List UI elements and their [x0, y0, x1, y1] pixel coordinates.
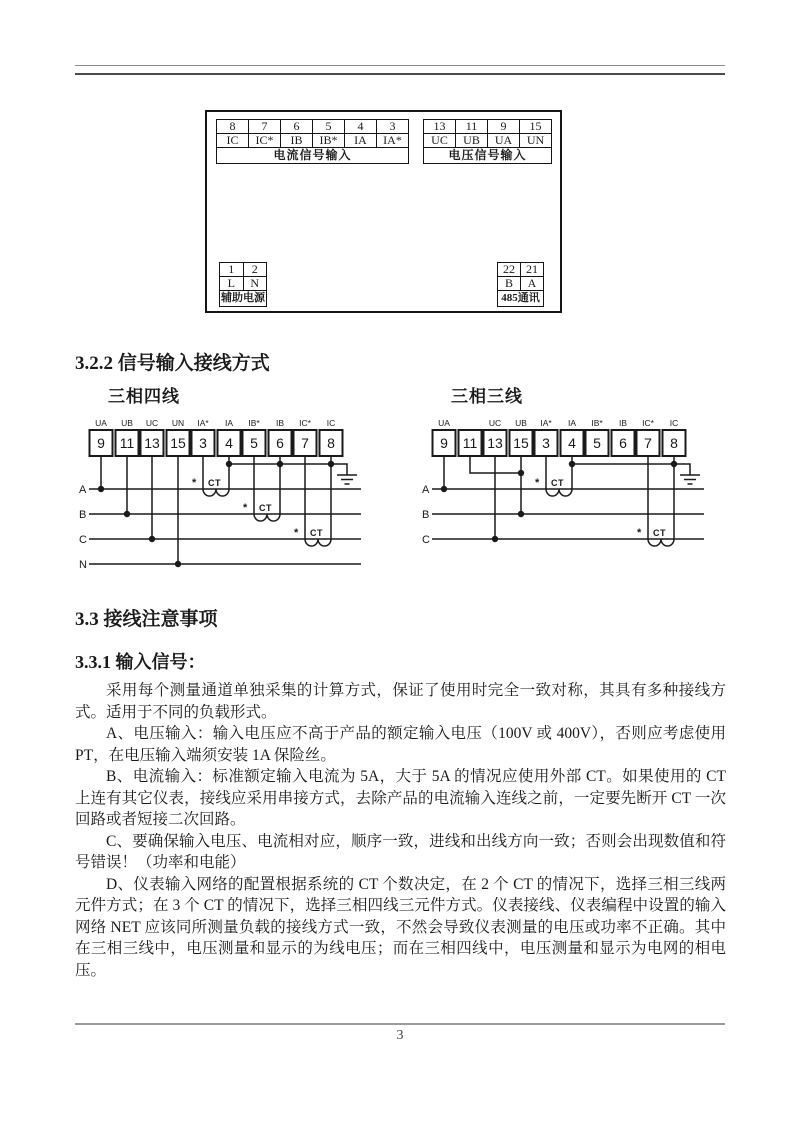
terminal-number: 1 — [220, 263, 244, 277]
section-heading-33: 3.3 接线注意事项 — [75, 609, 218, 630]
terminal-label: IA — [345, 134, 377, 148]
terminal-number: 4 — [568, 435, 576, 451]
ground-bus — [229, 464, 357, 484]
terminal-number: 2 — [243, 263, 267, 277]
diagram-title: 三相三线 — [451, 387, 523, 406]
terminal-number: 4 — [225, 435, 233, 451]
terminal-label: UA — [488, 134, 520, 148]
terminal-label: L — [220, 277, 244, 291]
ct-label: CT — [551, 478, 564, 488]
aux-power-terminal-table — [219, 262, 267, 307]
table-row — [498, 291, 544, 307]
table-caption: 电流信号输入 — [217, 148, 409, 164]
terminal-number: 3 — [199, 435, 207, 451]
ct-label: CT — [208, 478, 221, 488]
phase-lines — [89, 489, 361, 564]
terminal-label: IB* — [591, 418, 603, 428]
terminal-number: 8 — [670, 435, 678, 451]
terminal-label: UN — [520, 134, 552, 148]
terminal-number: 8 — [217, 120, 249, 134]
terminal-label: IC* — [299, 418, 311, 428]
terminal-label: UA — [438, 418, 450, 428]
terminal-number: 15 — [170, 435, 186, 451]
terminal-number: 5 — [313, 120, 345, 134]
terminal-number: 3 — [377, 120, 409, 134]
paragraph-a-voltage-input: A、电压输入：输入电压应不高于产品的额定输入电压（100V 或 400V），否则应考虑使用 PT，在电压输入端须安装 1A 保险丝。 — [75, 725, 726, 764]
terminal-label: IA* — [540, 418, 552, 428]
ct-label: CT — [259, 503, 272, 513]
terminal-label: UN — [171, 418, 185, 428]
terminal-label: IC* — [642, 418, 654, 428]
table-row — [498, 277, 544, 291]
terminal-number: 6 — [619, 435, 627, 451]
terminal-label: IC — [669, 418, 679, 428]
rs485-comm-terminal-table — [497, 262, 544, 307]
page-number: 3 — [396, 1028, 404, 1043]
terminal-label: IC* — [249, 134, 281, 148]
current-input-terminal-table — [216, 119, 409, 164]
terminal-label: UB — [456, 134, 488, 148]
phase-line-label: B — [422, 509, 430, 521]
terminal-number: 5 — [593, 435, 601, 451]
polarity-mark: * — [294, 527, 299, 539]
terminal-label: UC — [145, 418, 159, 428]
terminal-number: 7 — [301, 435, 309, 451]
terminal-label: IA — [567, 418, 577, 428]
terminal-label: IB* — [313, 134, 345, 148]
terminal-panel-figure — [205, 110, 562, 313]
terminal-label: UC — [424, 134, 456, 148]
table-row — [220, 277, 267, 291]
paragraph-d-network-config: D、仪表输入网络的配置根据系统的 CT 个数决定，在 2 个 CT 的情况下，选择三相三线两元件方式；在 3 个 CT 的情况下，选择三相四线三元件方式。仪表接线、仪表编程中设置的输入网络 NET 应该同所测量负载的接线方式一致，不然会导致仪表测量的电压或功率不正确。其中在三相三线中，电压测量和显示的为线电压；而在三相四线中，电压测量和显示为电网的相电压。 — [75, 875, 726, 979]
voltage-wires — [444, 456, 521, 539]
paragraph-c-phase-order: C、要确保输入电压、电流相对应，顺序一致，进线和出线方向一致；否则会出现数值和符号错误！（功率和电能） — [75, 832, 726, 871]
paragraph-b-current-input: B、电流输入：标准额定输入电流为 5A，大于 5A 的情况应使用外部 CT。如果使用的 CT 上连有其它仪表，接线应采用串接方式，去除产品的电流输入连线之前，一定要先断开 CT 一次回路或者短接二次回路。 — [75, 768, 726, 828]
table-row — [424, 134, 552, 148]
terminal-number: 9 — [97, 435, 105, 451]
table-row — [217, 120, 409, 134]
terminal-number: 22 — [498, 263, 521, 277]
terminal-number: 11 — [456, 120, 488, 134]
header-rule-thick — [75, 73, 725, 75]
ct-a — [546, 456, 572, 496]
three-wire-schematic — [418, 415, 720, 583]
terminal-label: IC — [217, 134, 249, 148]
terminal-number: 9 — [488, 120, 520, 134]
terminal-number: 13 — [144, 435, 160, 451]
polarity-mark: * — [535, 477, 540, 489]
diagram-title: 三相四线 — [108, 387, 180, 406]
wiring-diagram-three-wire — [418, 382, 720, 583]
ground-bus — [572, 464, 700, 484]
table-caption: 辅助电源 — [220, 291, 267, 307]
voltage-input-terminal-table — [423, 119, 552, 164]
wiring-diagram-four-wire — [75, 382, 377, 583]
terminal-number: 13 — [487, 435, 503, 451]
terminal-label: N — [243, 277, 267, 291]
section-heading-331: 3.3.1 输入信号： — [75, 652, 206, 672]
terminal-label: IB — [275, 418, 285, 428]
table-row — [220, 291, 267, 307]
ct-label: CT — [310, 528, 323, 538]
terminal-label: UB — [121, 418, 133, 428]
terminal-label: IA* — [377, 134, 409, 148]
table-row — [424, 120, 552, 134]
phase-line-label: A — [79, 484, 87, 496]
terminal-label: IA — [224, 418, 234, 428]
terminal-number: 5 — [250, 435, 258, 451]
terminal-number: 9 — [440, 435, 448, 451]
terminal-number: 7 — [249, 120, 281, 134]
terminal-number: 11 — [119, 435, 135, 451]
table-row — [220, 263, 267, 277]
voltage-wires — [101, 456, 178, 564]
terminal-label: IB — [618, 418, 628, 428]
terminal-number: 13 — [424, 120, 456, 134]
terminal-number: 6 — [281, 120, 313, 134]
paragraph-intro: 采用每个测量通道单独采集的计算方式，保证了使用时完全一致对称，其具有多种接线方式。适用于不同的负载形式。 — [75, 682, 726, 721]
terminal-label: UB — [515, 418, 527, 428]
terminal-label: UC — [488, 418, 502, 428]
terminal-number: 11 — [462, 435, 478, 451]
ct-label: CT — [653, 528, 666, 538]
terminal-number: 15 — [520, 120, 552, 134]
table-caption: 485通讯 — [498, 291, 544, 307]
terminal-number: 6 — [276, 435, 284, 451]
terminal-label: IB* — [248, 418, 260, 428]
polarity-mark: * — [192, 477, 197, 489]
phase-line-label: A — [422, 484, 430, 496]
phase-line-label: B — [79, 509, 87, 521]
phase-line-label: C — [422, 534, 430, 546]
body-text — [75, 680, 726, 981]
terminal-label: IA* — [197, 418, 209, 428]
table-row — [217, 148, 409, 164]
table-caption: 电压信号输入 — [424, 148, 552, 164]
footer-rule — [75, 1023, 725, 1025]
terminal-number: 21 — [521, 263, 544, 277]
table-row — [498, 263, 544, 277]
terminal-label: UA — [95, 418, 107, 428]
table-row — [217, 134, 409, 148]
terminal-number: 8 — [327, 435, 335, 451]
phase-line-label: C — [79, 534, 87, 546]
ct-a — [203, 456, 229, 496]
section-heading-322: 3.2.2 信号输入接线方式 — [75, 353, 270, 374]
phase-line-label: N — [79, 559, 87, 571]
terminal-number: 4 — [345, 120, 377, 134]
polarity-mark: * — [243, 502, 248, 514]
terminal-label: A — [521, 277, 544, 291]
polarity-mark: * — [637, 527, 642, 539]
terminal-number: 7 — [644, 435, 652, 451]
terminal-label: IC — [326, 418, 336, 428]
four-wire-schematic — [75, 415, 377, 583]
terminal-number: 3 — [542, 435, 550, 451]
terminal-label: B — [498, 277, 521, 291]
terminal-label: IB — [281, 134, 313, 148]
header-rule-thin — [75, 65, 725, 66]
table-row — [424, 148, 552, 164]
terminal-number: 15 — [513, 435, 529, 451]
